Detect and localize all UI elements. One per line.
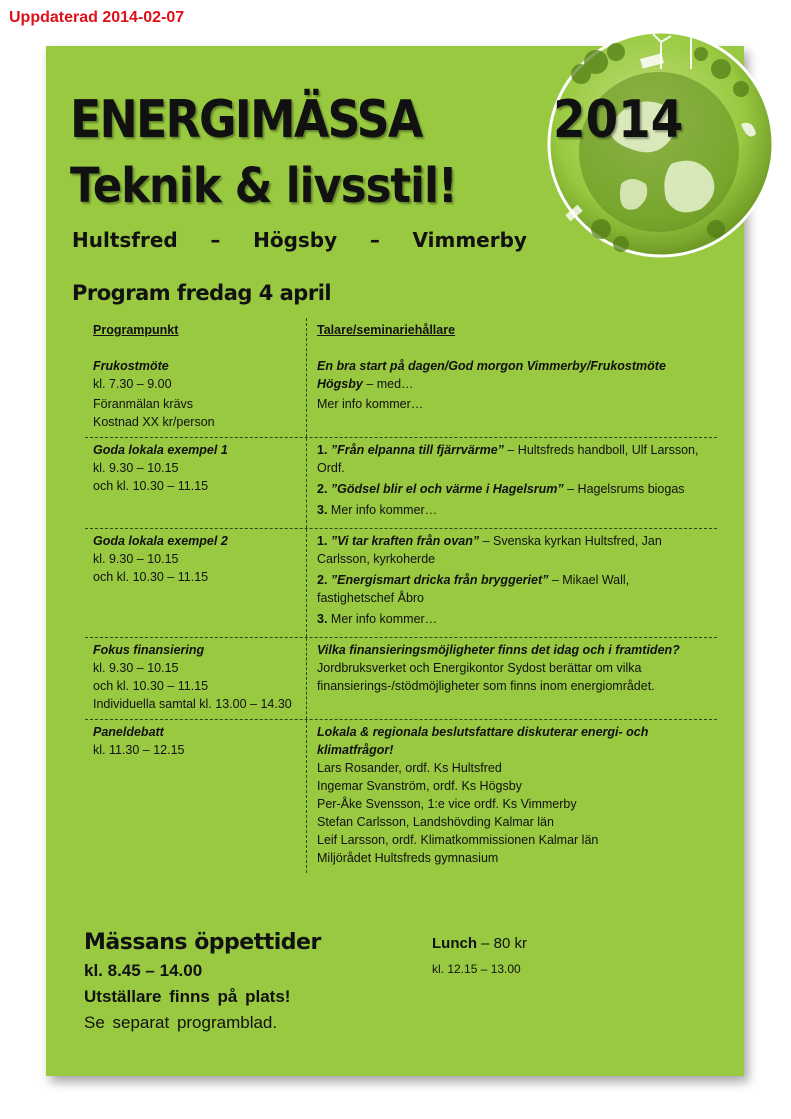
panel-member: Per-Åke Svensson, 1:e vice ordf. Ks Vimmerby <box>317 797 577 811</box>
program-time: kl. 9.30 – 10.15 <box>93 661 179 675</box>
panel-member: Ingemar Svanström, ordf. Ks Högsby <box>317 779 522 793</box>
program-time: kl. 9.30 – 10.15 <box>93 461 179 475</box>
schedule-table <box>85 318 717 873</box>
town-hogsby: Högsby <box>253 228 338 252</box>
town-separator: – <box>369 228 380 252</box>
lunch-info <box>432 935 527 976</box>
panel-member: Miljörådet Hultsfreds gymnasium <box>317 851 499 865</box>
panel-title: Lokala & regionala beslutsfattare diskuterar energi- och klimatfrågor! <box>317 725 649 757</box>
lunch-price: – 80 kr <box>477 935 528 952</box>
speaker-item: 3. Mer info kommer… <box>317 612 438 626</box>
panel-member: Lars Rosander, ordf. Ks Hultsfred <box>317 761 502 775</box>
updated-date: Uppdaterad 2014-02-07 <box>9 9 185 26</box>
program-time: kl. 7.30 – 9.00 <box>93 377 172 391</box>
table-row <box>85 318 717 438</box>
program-time: och kl. 10.30 – 11.15 <box>93 570 209 584</box>
speaker-item: 3. Mer info kommer… <box>317 503 438 517</box>
opening-hours-title: Mässans öppettider <box>84 930 321 955</box>
program-time: Individuella samtal kl. 13.00 – 14.30 <box>93 697 292 711</box>
program-name: Frukostmöte <box>93 359 169 373</box>
speaker-item: 2. ”Energismart dricka från bryggeriet” – Mikael Wall, fastighetschef Åbro <box>317 573 630 605</box>
speaker-item: 1. ”Vi tar kraften från ovan” – Svenska kyrkan Hultsfred, Jan Carlsson, kyrkoherde <box>317 534 662 566</box>
town-separator: – <box>210 228 221 252</box>
program-time: kl. 11.30 – 12.15 <box>93 743 185 757</box>
panel-member: Stefan Carlsson, Landshövding Kalmar län <box>317 815 554 829</box>
seminar-title: Vilka finansieringsmöjligheter finns det idag och i framtiden? <box>317 643 680 657</box>
program-name: Goda lokala exempel 1 <box>93 443 228 457</box>
panel-member: Leif Larsson, ordf. Klimatkommissionen Kalmar län <box>317 833 599 847</box>
poster-title: ENERGIMÄSSA <box>70 90 422 150</box>
separate-program-note: Se separat programblad. <box>84 1013 278 1032</box>
opening-hours-time: kl. 8.45 – 14.00 <box>84 961 203 980</box>
program-time: och kl. 10.30 – 11.15 <box>93 679 209 693</box>
table-row <box>85 529 717 638</box>
program-name: Paneldebatt <box>93 725 164 739</box>
table-row <box>85 638 717 720</box>
speaker-description: En bra start på dagen/God morgon Vimmerby/Frukostmöte Högsby – med… <box>317 359 666 391</box>
speaker-item: 2. ”Gödsel blir el och värme i Hagelsrum” – Hagelsrums biogas <box>317 482 685 496</box>
poster-subtitle: Teknik & livsstil! <box>70 158 457 214</box>
lunch-label: Lunch <box>432 935 477 952</box>
exhibitors-note: Utställare finns på plats! <box>84 987 291 1006</box>
town-vimmerby: Vimmerby <box>412 228 527 252</box>
poster-year: 2014 <box>553 90 684 150</box>
program-time: kl. 9.30 – 10.15 <box>93 552 179 566</box>
column-header-programpunkt: Programpunkt <box>93 323 179 337</box>
program-note: Föranmälan krävs <box>93 397 194 411</box>
seminar-description: Jordbruksverket och Energikontor Sydost berättar om vilka finansierings-/stödmöjligheter som finns inom energiområdet. <box>317 661 655 693</box>
program-heading: Program fredag 4 april <box>72 281 332 305</box>
more-info: Mer info kommer… <box>317 397 424 411</box>
program-name: Fokus finansiering <box>93 643 205 657</box>
speaker-item: 1. ”Från elpanna till fjärrvärme” – Hultsfreds handboll, Ulf Larsson, Ordf. <box>317 443 699 475</box>
column-header-talare: Talare/seminariehållare <box>317 323 456 337</box>
program-note: Kostnad XX kr/person <box>93 415 215 429</box>
towns-line <box>72 228 527 252</box>
opening-hours <box>84 930 321 1033</box>
table-row <box>85 438 717 529</box>
lunch-time: kl. 12.15 – 13.00 <box>432 962 521 976</box>
table-row <box>85 720 717 873</box>
program-time: och kl. 10.30 – 11.15 <box>93 479 209 493</box>
town-hultsfred: Hultsfred <box>72 228 178 252</box>
program-name: Goda lokala exempel 2 <box>93 534 228 548</box>
